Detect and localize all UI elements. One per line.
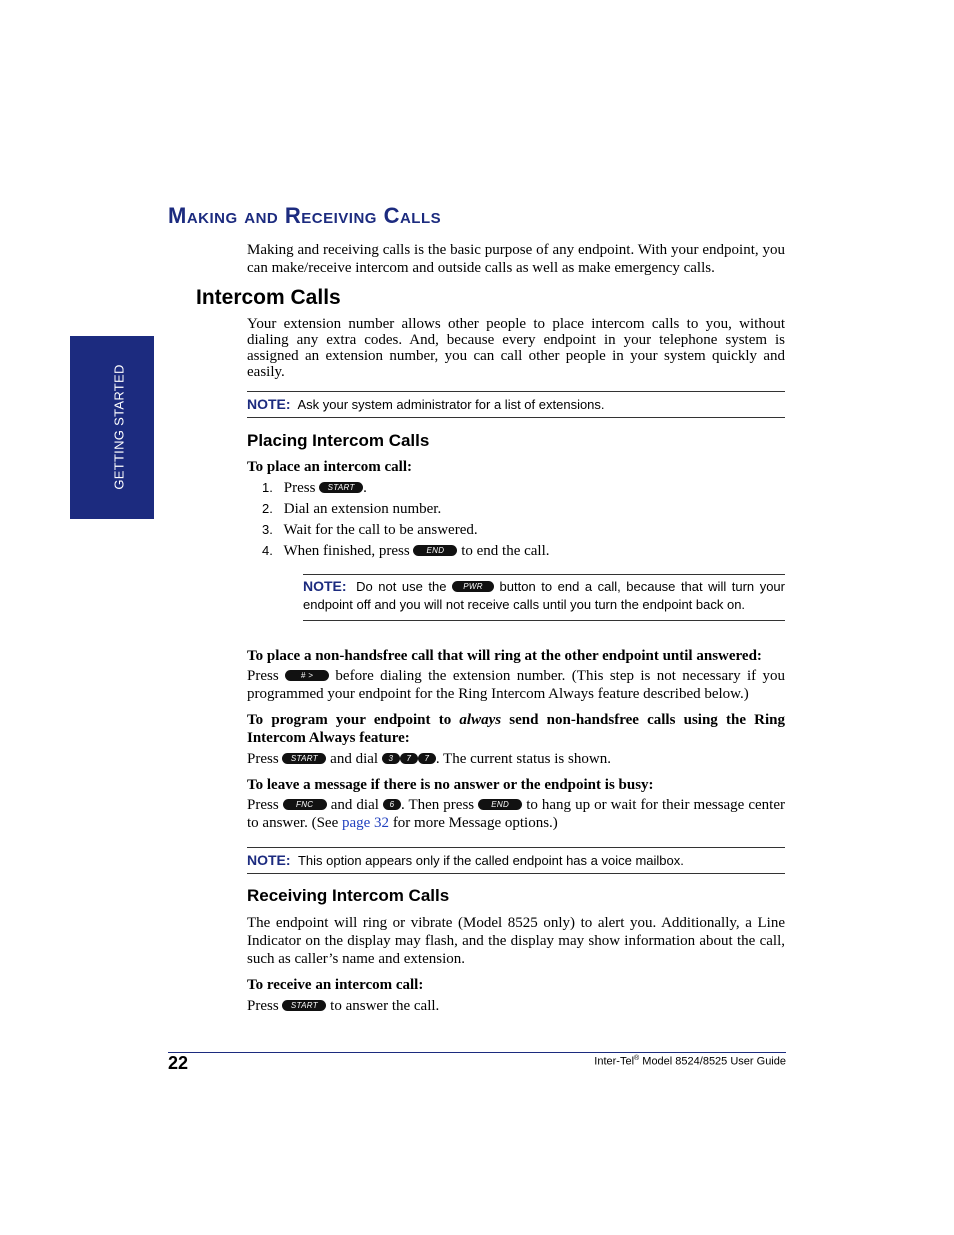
footer-guide-title [594, 1055, 786, 1068]
text: Press [247, 668, 279, 684]
guide-name: Model 8524/8525 User Guide [642, 1055, 786, 1068]
text: to hang up or wait for their message center to answer. (See [247, 797, 786, 831]
text: before dialing the extension number. (This step is not necessary if you programmed your endpoint for the Ring Intercom Always feature described below.) [247, 668, 786, 702]
note-text-pre: Do not use the [356, 579, 447, 594]
nonhandsfree-paragraph [247, 667, 785, 703]
step-1 [262, 480, 367, 497]
digit-7-key-icon: 7 [418, 753, 436, 764]
page-number: 22 [168, 1053, 189, 1073]
note-voice-mailbox [247, 847, 785, 874]
intro-paragraph: Making and receiving calls is the basic purpose of any endpoint. With your endpoint, you can make/receive intercom and outside calls as well as make emergency calls. [247, 242, 785, 276]
emphasis: always [459, 712, 502, 728]
brand-name: Inter-Tel [594, 1055, 635, 1068]
text: Press [247, 751, 279, 767]
step-number: 3. [262, 522, 273, 537]
text: . The current status is shown. [435, 751, 611, 767]
note-extensions [247, 391, 785, 418]
placing-intercom-heading: Placing Intercom Calls [247, 431, 430, 450]
start-key-icon: START [282, 753, 326, 764]
receive-paragraph [247, 997, 785, 1015]
step-text-post: . [363, 480, 367, 496]
note-label: NOTE: [303, 578, 347, 594]
step-text-post: to end the call. [461, 543, 550, 559]
text: to answer the call. [330, 998, 440, 1014]
fnc-key-icon: FNC [283, 799, 327, 810]
side-tab-label: GETTING STARTED [111, 364, 127, 490]
step-4 [262, 543, 550, 560]
procedure-title-always [247, 711, 785, 747]
text: send non-handsfree calls using the Ring Intercom Always feature: [247, 712, 786, 746]
step-number: 4. [262, 543, 273, 558]
digit-7-key-icon: 7 [400, 753, 418, 764]
text: . Then press [400, 797, 475, 813]
note-pwr-warning [303, 574, 785, 621]
note-label: NOTE: [247, 396, 291, 412]
note-text: Ask your system administrator for a list of extensions. [297, 397, 605, 412]
step-2 [262, 501, 441, 518]
text: To program your endpoint to [247, 712, 452, 728]
text: for more Message options.) [392, 815, 558, 831]
procedure-title-leave-message: To leave a message if there is no answer or the endpoint is busy: [247, 777, 654, 793]
note-text: This option appears only if the called endpoint has a voice mailbox. [297, 853, 684, 868]
step-text: When finished, press [283, 543, 410, 559]
step-number: 1. [262, 480, 273, 495]
start-key-icon: START [319, 482, 363, 493]
receiving-paragraph: The endpoint will ring or vibrate (Model 8525 only) to alert you. Additionally, a Line Indicator on the display may flash, and the display may show information about the call, such as caller’s name and extension. [247, 915, 785, 967]
page-32-link[interactable]: page 32 [341, 815, 390, 831]
leave-message-paragraph [247, 796, 785, 832]
step-3 [262, 522, 478, 539]
intercom-calls-paragraph: Your extension number allows other people to place intercom calls to you, without dialing any extra codes. And, because every endpoint in your telephone system is assigned an extension number, you can call other people in your system quickly and easily. [247, 316, 785, 380]
text: and dial [330, 797, 379, 813]
end-key-icon: END [413, 545, 457, 556]
step-text: Wait for the call to be answered. [283, 522, 478, 538]
digit-3-key-icon: 3 [382, 753, 400, 764]
text: Press [247, 797, 279, 813]
receiving-intercom-heading: Receiving Intercom Calls [247, 886, 450, 905]
intercom-calls-heading: Intercom Calls [196, 286, 341, 309]
procedure-title-receive: To receive an intercom call: [247, 977, 424, 993]
pwr-key-icon: PWR [452, 581, 494, 592]
procedure-title-nonhandsfree: To place a non-handsfree call that will ring at the other endpoint until answered: [247, 648, 762, 664]
footer-rule [168, 1052, 786, 1053]
note-text-post: button to end a call, because that will turn your endpoint off and you will not receive calls until you turn the endpoint back on. [303, 579, 785, 612]
pound-key-icon: # > [285, 670, 329, 681]
procedure-title-place: To place an intercom call: [247, 459, 412, 475]
page-heading: Making and Receiving Calls [168, 203, 442, 228]
digit-6-key-icon: 6 [383, 799, 401, 810]
text: and dial [330, 751, 379, 767]
registered-mark: ® [634, 1055, 640, 1062]
program-always-paragraph [247, 750, 785, 768]
text: Press [247, 998, 279, 1014]
step-text: Press [283, 480, 316, 496]
step-number: 2. [262, 501, 273, 516]
step-text: Dial an extension number. [283, 501, 442, 517]
start-key-icon: START [282, 1000, 326, 1011]
end-key-icon: END [478, 799, 522, 810]
note-label: NOTE: [247, 852, 291, 868]
